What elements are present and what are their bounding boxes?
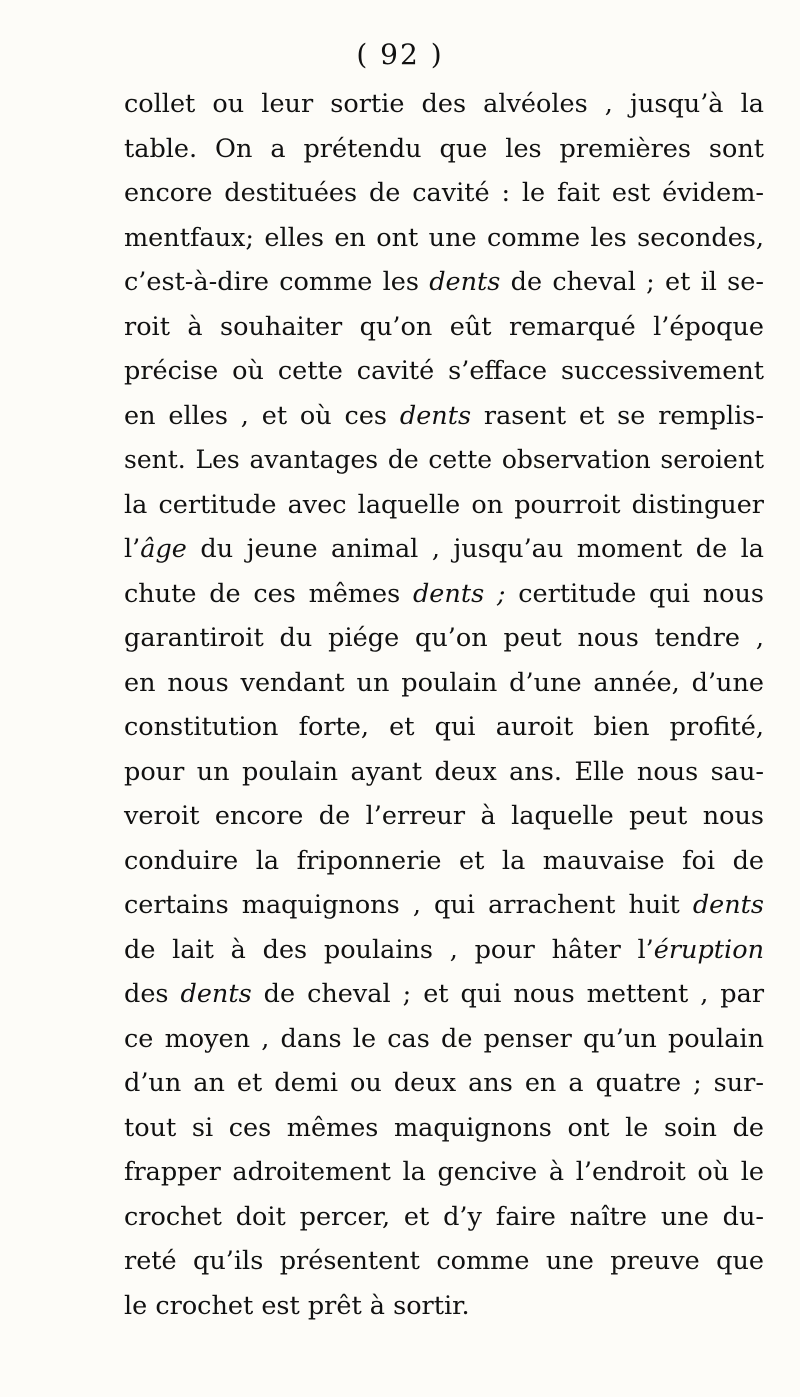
- text-line: [124, 394, 764, 439]
- text-line: [124, 438, 764, 483]
- text-run: de lait à des poulains , pour hâter l’: [124, 934, 654, 965]
- text-run: sent. Les avantages de cette observation seroient: [124, 445, 764, 474]
- text-run: de cheval ; et qui nous mettent , par: [251, 979, 765, 1009]
- text-run: en nous vendant un poulain d’une année, d’une: [124, 667, 764, 698]
- text-run: collet ou leur sortie des alvéoles , jusqu’à la: [124, 89, 764, 119]
- text-line: [124, 527, 764, 572]
- text-run: roit à souhaiter qu’on eût remarqué l’époque: [124, 311, 764, 342]
- italic-word: dents: [692, 890, 764, 920]
- text-line: [124, 1106, 764, 1151]
- text-run: des: [124, 979, 181, 1009]
- text-run: veroit encore de l’erreur à laquelle peut nous: [124, 801, 764, 831]
- text-line: [124, 127, 764, 172]
- text-line: [124, 483, 764, 528]
- text-line: [124, 928, 764, 973]
- text-run: table. On a prétendu que les premières sont: [124, 133, 764, 164]
- text-line: [124, 1239, 764, 1284]
- text-run: conduire la friponnerie et la mauvaise foi de: [124, 845, 764, 876]
- text-line: [124, 616, 764, 661]
- text-run: l’: [124, 534, 141, 564]
- text-run: certains maquignons , qui arrachent huit: [124, 890, 693, 920]
- text-run: encore destituées de cavité : le fait est évidem-: [124, 178, 764, 208]
- body-text: [124, 82, 764, 1328]
- text-run: ce moyen , dans le cas de penser qu’un poulain: [124, 1023, 764, 1054]
- text-line: [124, 260, 764, 305]
- text-line: [124, 1150, 764, 1195]
- text-line: [124, 216, 764, 261]
- text-run: pour un poulain ayant deux ans. Elle nous sau-: [124, 756, 764, 787]
- italic-word: dents: [180, 979, 252, 1009]
- text-run: constitution forte, et qui auroit bien profité,: [124, 712, 764, 742]
- text-run: crochet doit percer, et d’y faire naître une du-: [124, 1201, 764, 1232]
- text-run: d’un an et demi ou deux ans en a quatre ; sur-: [124, 1068, 764, 1098]
- page-number: ( 92 ): [356, 38, 444, 71]
- italic-word: dents: [429, 267, 501, 297]
- text-run: de cheval ; et il se-: [500, 267, 764, 297]
- text-run: certitude qui nous: [505, 578, 764, 609]
- text-run: le crochet est prêt à sortir.: [124, 1290, 470, 1321]
- text-run: du jeune animal , jusqu’au moment de la: [186, 534, 764, 564]
- text-line: [124, 171, 764, 216]
- text-run: c’est-à-dire comme les: [124, 267, 430, 297]
- text-line: [124, 82, 764, 127]
- text-run: garantiroit du piége qu’on peut nous tendre ,: [124, 623, 764, 653]
- italic-word: dents: [399, 400, 472, 431]
- text-run: chute de ces mêmes: [124, 578, 413, 609]
- text-line: [124, 1017, 764, 1062]
- text-line: [124, 794, 764, 839]
- text-line: [124, 1061, 764, 1106]
- text-run: en elles , et où ces: [124, 400, 400, 431]
- text-run: précise où cette cavité s’efface successivement: [124, 356, 764, 386]
- text-run: reté qu’ils présentent comme une preuve que: [124, 1246, 764, 1276]
- text-line: [124, 705, 764, 750]
- text-run: mentfaux; elles en ont une comme les secondes,: [124, 222, 764, 253]
- text-line: [124, 1195, 764, 1240]
- text-line: [124, 305, 764, 350]
- text-line: [124, 883, 764, 928]
- text-run: rasent et se remplis-: [471, 400, 764, 431]
- text-line: [124, 572, 764, 617]
- text-line: [124, 661, 764, 706]
- text-line: [124, 839, 764, 884]
- text-run: la certitude avec laquelle on pourroit distinguer: [124, 489, 764, 520]
- text-line: [124, 972, 764, 1017]
- text-run: tout si ces mêmes maquignons ont le soin de: [124, 1112, 764, 1143]
- italic-word: âge: [140, 534, 187, 564]
- text-run: frapper adroitement la gencive à l’endroit où le: [124, 1157, 764, 1187]
- italic-word: dents ;: [412, 578, 506, 609]
- text-line: [124, 750, 764, 795]
- text-line: [124, 349, 764, 394]
- text-line: [124, 1284, 764, 1329]
- italic-word: éruption: [653, 934, 764, 965]
